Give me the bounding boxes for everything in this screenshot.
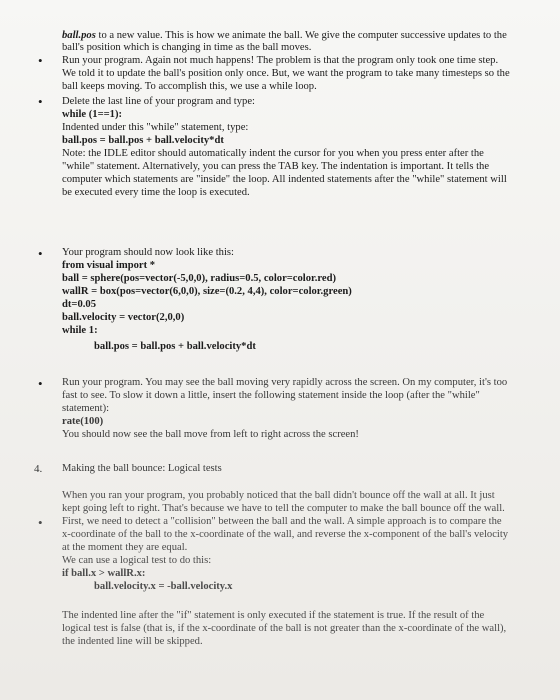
run1-line-3: ball keeps moving. To accomplish this, we use a while loop. — [62, 81, 317, 92]
bullet-dot: • — [38, 376, 43, 391]
step4-para2-line-1: First, we need to detect a "collision" between the ball and the wall. A simple approach is to compare the — [62, 516, 502, 527]
step4-para2-line-4: We can use a logical test to do this: — [62, 555, 212, 566]
rate-code: rate(100) — [62, 416, 104, 427]
intro-line-2: ball's position which is changing in time as the ball moves. — [62, 42, 312, 53]
intro-italic-term: ball.pos — [62, 30, 96, 41]
step-number: 4. — [34, 463, 43, 475]
step4-para3-line-3: the indented line will be skipped. — [62, 636, 203, 647]
indented-under-text: Indented under this "while" statement, type: — [62, 122, 249, 133]
code-line-velocity: ball.velocity = vector(2,0,0) — [62, 312, 185, 323]
while-statement: while (1==1): — [62, 109, 123, 120]
bullet-dot: • — [38, 515, 43, 530]
if-body-code: ball.velocity.x = -ball.velocity.x — [94, 581, 233, 592]
run2-line-1: Run your program. You may see the ball moving very rapidly across the screen. On my computer, it's too — [62, 377, 508, 388]
bullet-dot: • — [38, 53, 43, 68]
run2-line-3: statement): — [62, 403, 110, 414]
code-line-while: while 1: — [62, 325, 98, 336]
pos-update-code: ball.pos = ball.pos + ball.velocity*dt — [62, 135, 224, 146]
note-line-4: be executed every time the loop is executed. — [62, 187, 250, 198]
note-line-3: computer which statements are "inside" the loop. All indented statements after the "while" statement will — [62, 174, 507, 185]
run2-after-text: You should now see the ball move from left to right across the screen! — [62, 429, 359, 440]
step4-para3-line-2: logical test is false (that is, if the x-coordinate of the ball is not greater than the x-coordinate of the wall), — [62, 623, 507, 634]
code-line-pos-update: ball.pos = ball.pos + ball.velocity*dt — [94, 341, 256, 352]
step4-para1-line-1: When you ran your program, you probably noticed that the ball didn't bounce off the wall at all. It just — [62, 490, 495, 501]
if-statement-code: if ball.x > wallR.x: — [62, 568, 146, 579]
code-line-wall: wallR = box(pos=vector(6,0,0), size=(0.2, 4,4), color=color.green) — [62, 286, 352, 297]
step4-para3-line-1: The indented line after the "if" statement is only executed if the statement is true. If the result of the — [62, 610, 485, 621]
code-line-dt: dt=0.05 — [62, 299, 96, 310]
step4-para2-line-3: at the moment they are equal. — [62, 542, 188, 553]
step4-title: Making the ball bounce: Logical tests — [62, 463, 222, 474]
step4-para2-line-2: x-coordinate of the ball to the x-coordinate of the wall, and reverse the x-component of the ball's velocity — [62, 529, 509, 540]
run1-line-2: We told it to update the ball's position only once. But, we want the program to take many timesteps so the — [62, 68, 510, 79]
program-heading: Your program should now look like this: — [62, 247, 234, 258]
delete-instruction: Delete the last line of your program and type: — [62, 96, 255, 107]
note-line-2: "while" statement. Alternatively, you can press the TAB key. The indentation is important. It tells the — [62, 161, 490, 172]
step4-para1-line-2: kept going left to right. That's because we have to tell the computer to make the ball bounce off the wall. — [62, 503, 505, 514]
intro-line-1 — [62, 30, 507, 43]
code-line-import: from visual import * — [62, 260, 156, 271]
run2-line-2: fast to see. To slow it down a little, insert the following statement inside the loop (after the "while" — [62, 390, 480, 401]
intro-line-1-text: to a new value. This is how we animate the ball. We give the computer successive updates to the — [95, 30, 507, 41]
code-line-ball: ball = sphere(pos=vector(-5,0,0), radius=0.5, color=color.red) — [62, 273, 337, 284]
bullet-dot: • — [38, 94, 43, 109]
bullet-dot: • — [38, 246, 43, 261]
run1-line-1: Run your program. Again not much happens! The problem is that the program only took one time step. — [62, 55, 499, 66]
note-line-1: Note: the IDLE editor should automatically indent the cursor for you when you press enter after the — [62, 148, 484, 159]
